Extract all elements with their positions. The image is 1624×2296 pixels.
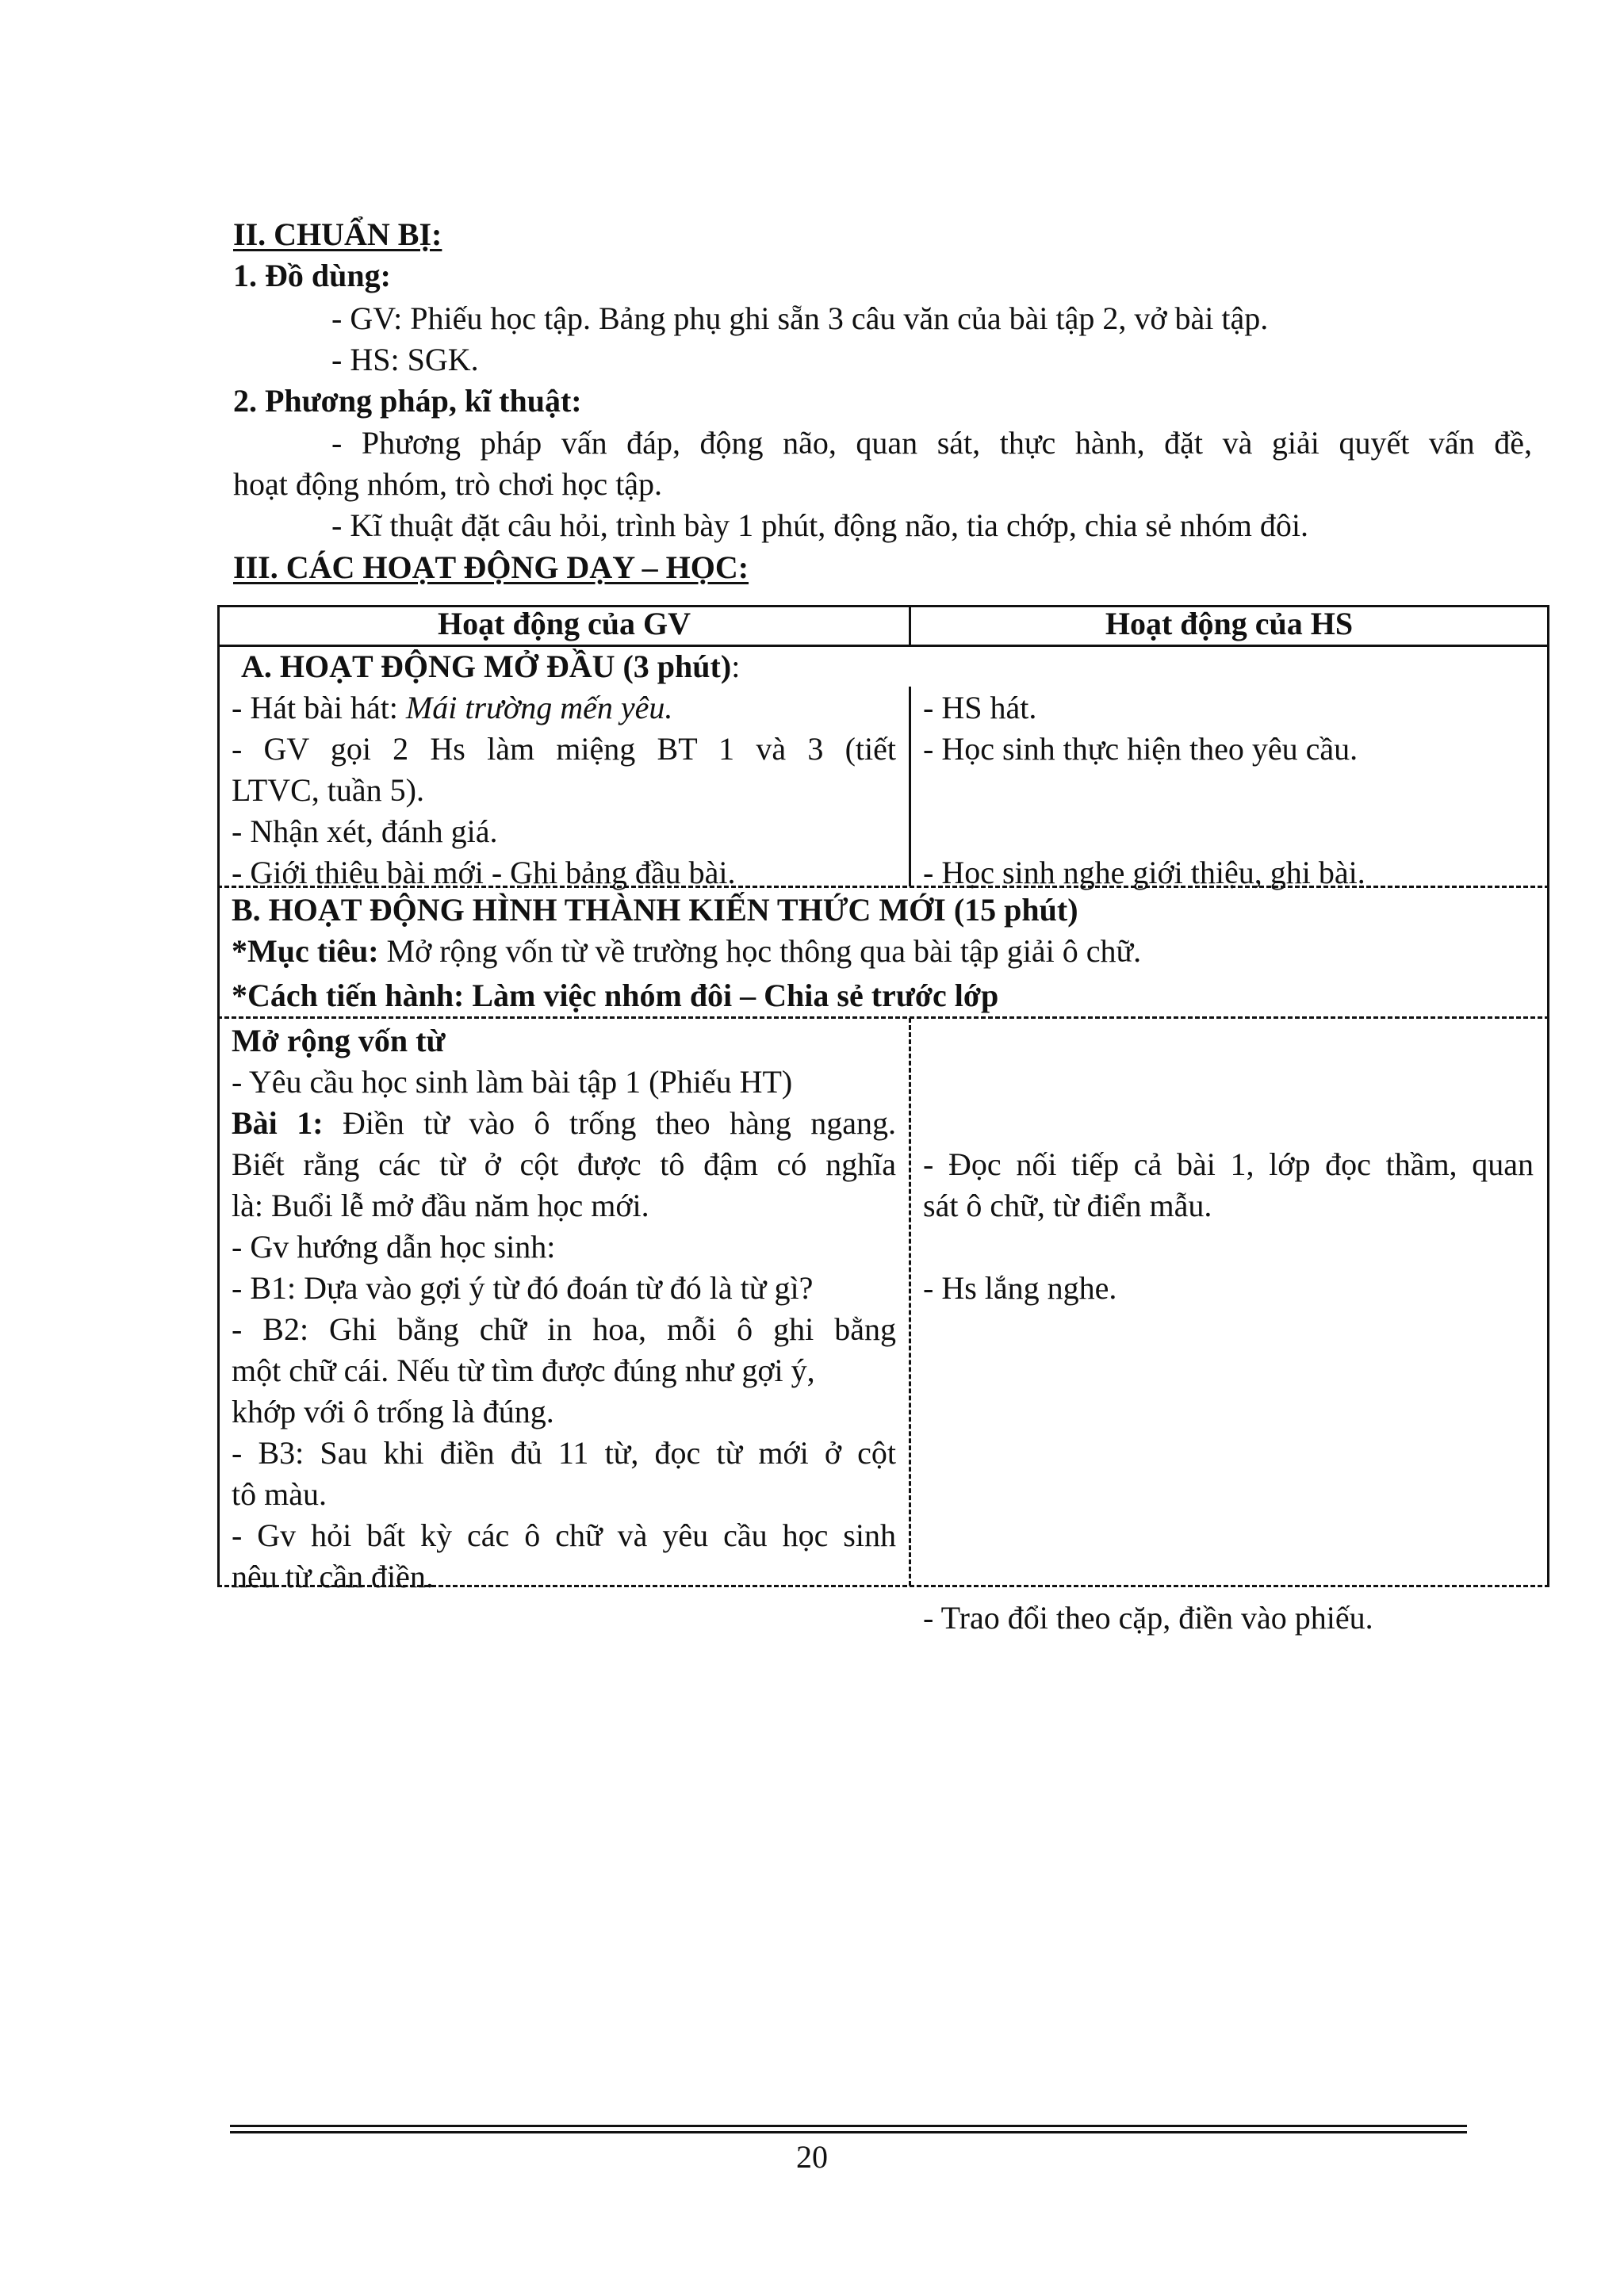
page-number: 20 [796, 2139, 828, 2175]
exercise-1-line-2: Biết rằng các từ ở cột được tô đậm có nghĩa [232, 1146, 896, 1182]
hs-do: - Học sinh thực hiện theo yêu cầu. [923, 731, 1358, 767]
part-c-column-divider [909, 1018, 911, 1586]
column-header-gv: Hoạt động của GV [438, 606, 691, 641]
hs-pair-work: - Trao đổi theo cặp, điền vào phiếu. [923, 1600, 1373, 1636]
subheading-tools: 1. Đồ dùng: [233, 258, 391, 293]
section-2-heading: II. CHUẨN BỊ: [233, 216, 442, 252]
gv-guide: - Gv hướng dẫn học sinh: [232, 1229, 556, 1265]
methods-line-1: - Phương pháp vấn đáp, động não, quan sát, thực hành, đặt và giải quyết vấn đề, [331, 425, 1532, 461]
gv-call-students-line-1: - GV gọi 2 Hs làm miệng BT 1 và 3 (tiết [232, 731, 896, 767]
step-2-line-3: khớp với ô trống là đúng. [232, 1394, 554, 1429]
hs-read-line-1: - Đọc nối tiếp cả bài 1, lớp đọc thầm, quan [923, 1146, 1534, 1182]
hs-tools-line: - HS: SGK. [331, 342, 479, 377]
hs-listen-intro: - Học sinh nghe giới thiệu, ghi bài. [923, 855, 1365, 890]
hs-listen: - Hs lắng nghe. [923, 1270, 1117, 1306]
hs-read-line-2: sát ô chữ, từ điển mẫu. [923, 1188, 1212, 1223]
exercise-1-line-1: Bài 1: Điền từ vào ô trống theo hàng ngang. [232, 1105, 897, 1141]
part-a-column-divider [909, 687, 911, 886]
gv-sing-song: - Hát bài hát: Mái trường mến yêu. [232, 690, 673, 725]
part-c-subtitle: Mở rộng vốn từ [232, 1023, 446, 1058]
gv-review: - Nhận xét, đánh giá. [232, 813, 498, 849]
hs-sing: - HS hát. [923, 690, 1037, 725]
gv-introduce: - Giới thiệu bài mới - Ghi bảng đầu bài. [232, 855, 736, 890]
subheading-methods: 2. Phương pháp, kĩ thuật: [233, 383, 582, 419]
step-1: - B1: Dựa vào gợi ý từ đó đoán từ đó là từ gì? [232, 1270, 814, 1306]
footer-rule-top [230, 2125, 1467, 2127]
section-3-heading: III. CÁC HOẠT ĐỘNG DẠY – HỌC: [233, 549, 749, 585]
footer-rule-bottom [230, 2131, 1467, 2133]
part-b-method: *Cách tiến hành: Làm việc nhóm đôi – Chia sẻ trước lớp [232, 978, 999, 1013]
part-b-objective: *Mục tiêu: Mở rộng vốn từ về trường học thông qua bài tập giải ô chữ. [232, 933, 1142, 969]
part-a-title: A. HOẠT ĐỘNG MỞ ĐẦU (3 phút): [241, 649, 741, 684]
step-2-line-2: một chữ cái. Nếu từ tìm được đúng như gợi ý, [232, 1353, 815, 1388]
step-3-line-2: tô màu. [232, 1476, 327, 1512]
gv-ask-line-1: - Gv hỏi bất kỳ các ô chữ và yêu cầu học sinh [232, 1517, 896, 1553]
part-b-divider [217, 1016, 1549, 1019]
gv-call-students-line-2: LTVC, tuần 5). [232, 772, 424, 808]
step-3-line-1: - B3: Sau khi điền đủ 11 từ, đọc từ mới ở cột [232, 1435, 896, 1471]
exercise-1-line-3: là: Buổi lễ mở đầu năm học mới. [232, 1188, 649, 1223]
techniques-line: - Kĩ thuật đặt câu hỏi, trình bày 1 phút, động não, tia chớp, chia sẻ nhóm đôi. [331, 507, 1309, 543]
gv-tools-line: - GV: Phiếu học tập. Bảng phụ ghi sẵn 3 câu văn của bài tập 2, vở bài tập. [331, 300, 1269, 336]
step-2-line-1: - B2: Ghi bằng chữ in hoa, mỗi ô ghi bằng [232, 1311, 896, 1347]
gv-ask-line-2: nêu từ cần điền. [232, 1559, 434, 1594]
gv-assign-exercise: - Yêu cầu học sinh làm bài tập 1 (Phiếu HT) [232, 1064, 793, 1100]
methods-line-2: hoạt động nhóm, trò chơi học tập. [233, 466, 663, 502]
part-b-title: B. HOẠT ĐỘNG HÌNH THÀNH KIẾN THỨC MỚI (15 phút) [232, 892, 1078, 928]
column-header-hs: Hoạt động của HS [1105, 606, 1354, 641]
